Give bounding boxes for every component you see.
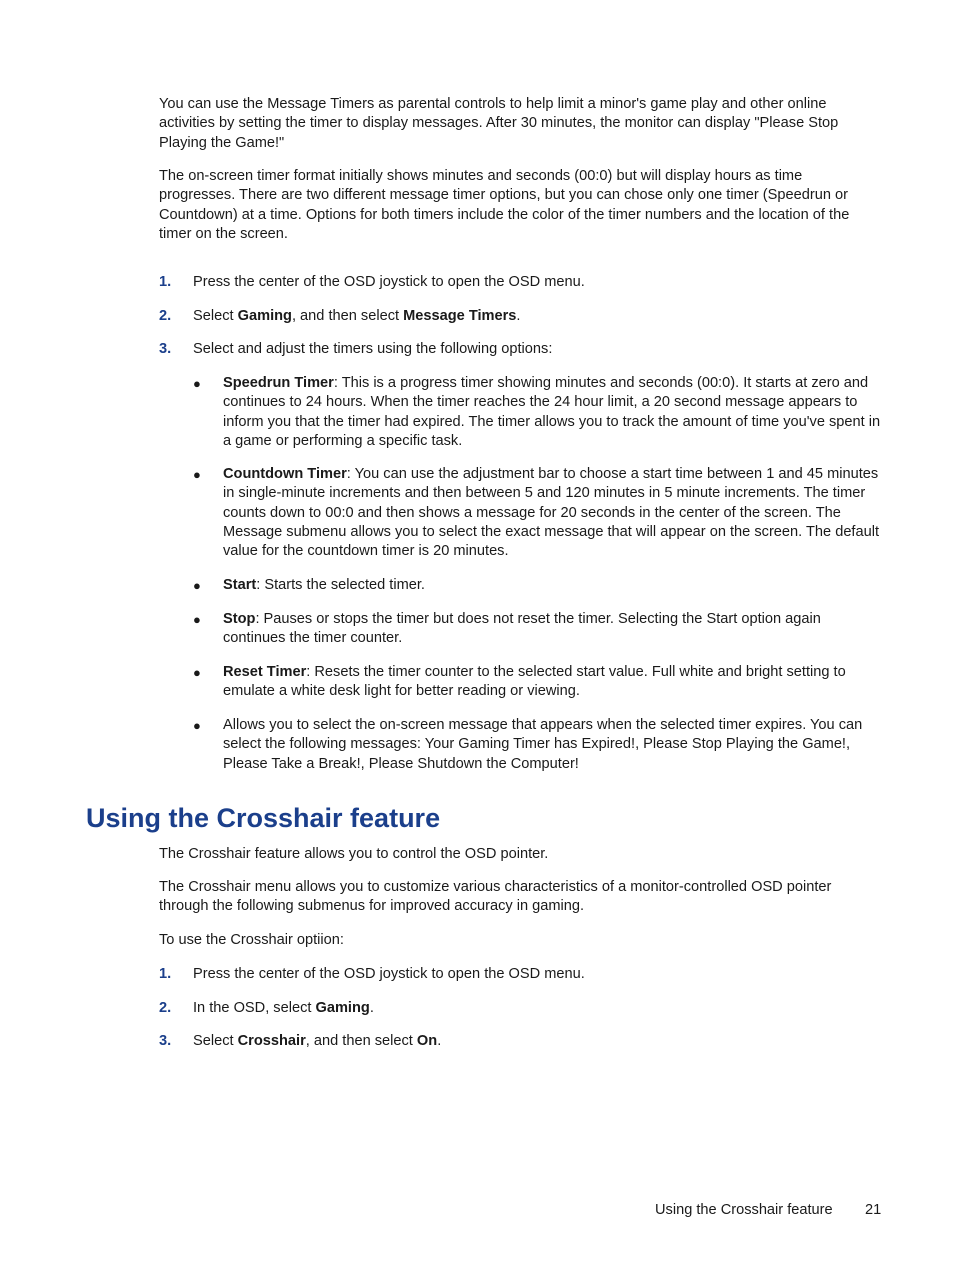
- bullet-speedrun-timer: [193, 374, 885, 451]
- step-text: In the OSD, select Gaming.: [193, 1000, 374, 1016]
- bullet-icon: ●: [193, 376, 201, 391]
- bullet-text: Stop: Pauses or stops the timer but does not reset the timer. Selecting the Start option again continues the timer counter.: [223, 611, 821, 647]
- step-number: 3.: [159, 1033, 172, 1049]
- bullet-countdown-timer: [193, 465, 885, 561]
- crosshair-step-2: [159, 999, 879, 1018]
- section-heading: Using the Crosshair feature: [86, 803, 441, 833]
- step-number: 3.: [159, 341, 172, 357]
- crosshair-paragraph-1: The Crosshair feature allows you to control the OSD pointer.: [159, 846, 549, 862]
- bullet-icon: ●: [193, 718, 201, 733]
- crosshair-step-3: [159, 1032, 879, 1051]
- bullet-text: Allows you to select the on-screen message that appears when the selected timer expires. You can select the following messages: Your Gaming Timer has Expired!, Please Stop Playing the Game!, Please Take a Break!, Please Shutdown the Computer!: [223, 717, 863, 772]
- step-text: Select and adjust the timers using the following options:: [193, 341, 553, 357]
- intro-paragraph-1: You can use the Message Timers as parental controls to help limit a minor's game play and other online activities by setting the timer to display messages. After 30 minutes, the monitor can display "Please Stop Playing the Game!": [159, 96, 839, 151]
- timer-step-1: [159, 273, 879, 292]
- intro-paragraph-2: The on-screen timer format initially shows minutes and seconds (00:0) but will display hours as time progresses. There are two different message timer options, but you can chose only one timer (Speedrun or Countdown) at a time. Options for both timers include the color of the timer numbers and the location of the timer on the screen.: [159, 168, 850, 242]
- bullet-icon: ●: [193, 665, 201, 680]
- bullet-start: [193, 576, 885, 595]
- step-text: Press the center of the OSD joystick to open the OSD menu.: [193, 966, 585, 982]
- step-text: Press the center of the OSD joystick to open the OSD menu.: [193, 274, 585, 290]
- step-text: Select Gaming, and then select Message Timers.: [193, 308, 521, 324]
- bullet-icon: ●: [193, 467, 201, 482]
- step-number: 1.: [159, 274, 172, 290]
- bullet-text: Speedrun Timer: This is a progress timer showing minutes and seconds (00:0). It starts at zero and continues to 24 hours. When the timer reaches the 24 hour limit, a 20 second message appears to inform you that the timer had expired. The timer allows you to track the amount of time you've spent in a game or performing a specific task.: [223, 375, 881, 449]
- step-number: 2.: [159, 1000, 172, 1016]
- bullet-icon: ●: [193, 578, 201, 593]
- crosshair-paragraph-3: To use the Crosshair optiion:: [159, 932, 344, 948]
- bullet-text: Reset Timer: Resets the timer counter to the selected start value. Full white and bright setting to emulate a white desk light for better reading or viewing.: [223, 664, 846, 700]
- bullet-reset-timer: [193, 663, 885, 702]
- bullet-text: Countdown Timer: You can use the adjustment bar to choose a start time between 1 and 45 minutes in single-minute increments and then between 5 and 120 minutes in 5 minute increments. The timer counts down to 00:0 and then shows a message for 20 seconds in the center of the screen. The Message submenu allows you to select the exact message that will appear on the screen. The default value for the countdown timer is 20 minutes.: [223, 466, 880, 560]
- bullet-stop: [193, 610, 885, 649]
- step-number: 1.: [159, 966, 172, 982]
- footer-section-title: Using the Crosshair feature: [655, 1202, 833, 1218]
- crosshair-step-1: [159, 965, 879, 984]
- step-number: 2.: [159, 308, 172, 324]
- bullet-icon: ●: [193, 612, 201, 627]
- crosshair-paragraph-2: The Crosshair menu allows you to customize various characteristics of a monitor-controlled OSD pointer through the following submenus for improved accuracy in gaming.: [159, 879, 832, 915]
- bullet-message: [193, 716, 885, 774]
- bullet-text: Start: Starts the selected timer.: [223, 577, 425, 593]
- step-text: Select Crosshair, and then select On.: [193, 1033, 442, 1049]
- timer-step-2: [159, 307, 879, 326]
- footer-page-number: 21: [865, 1202, 882, 1218]
- timer-step-3: [159, 340, 879, 359]
